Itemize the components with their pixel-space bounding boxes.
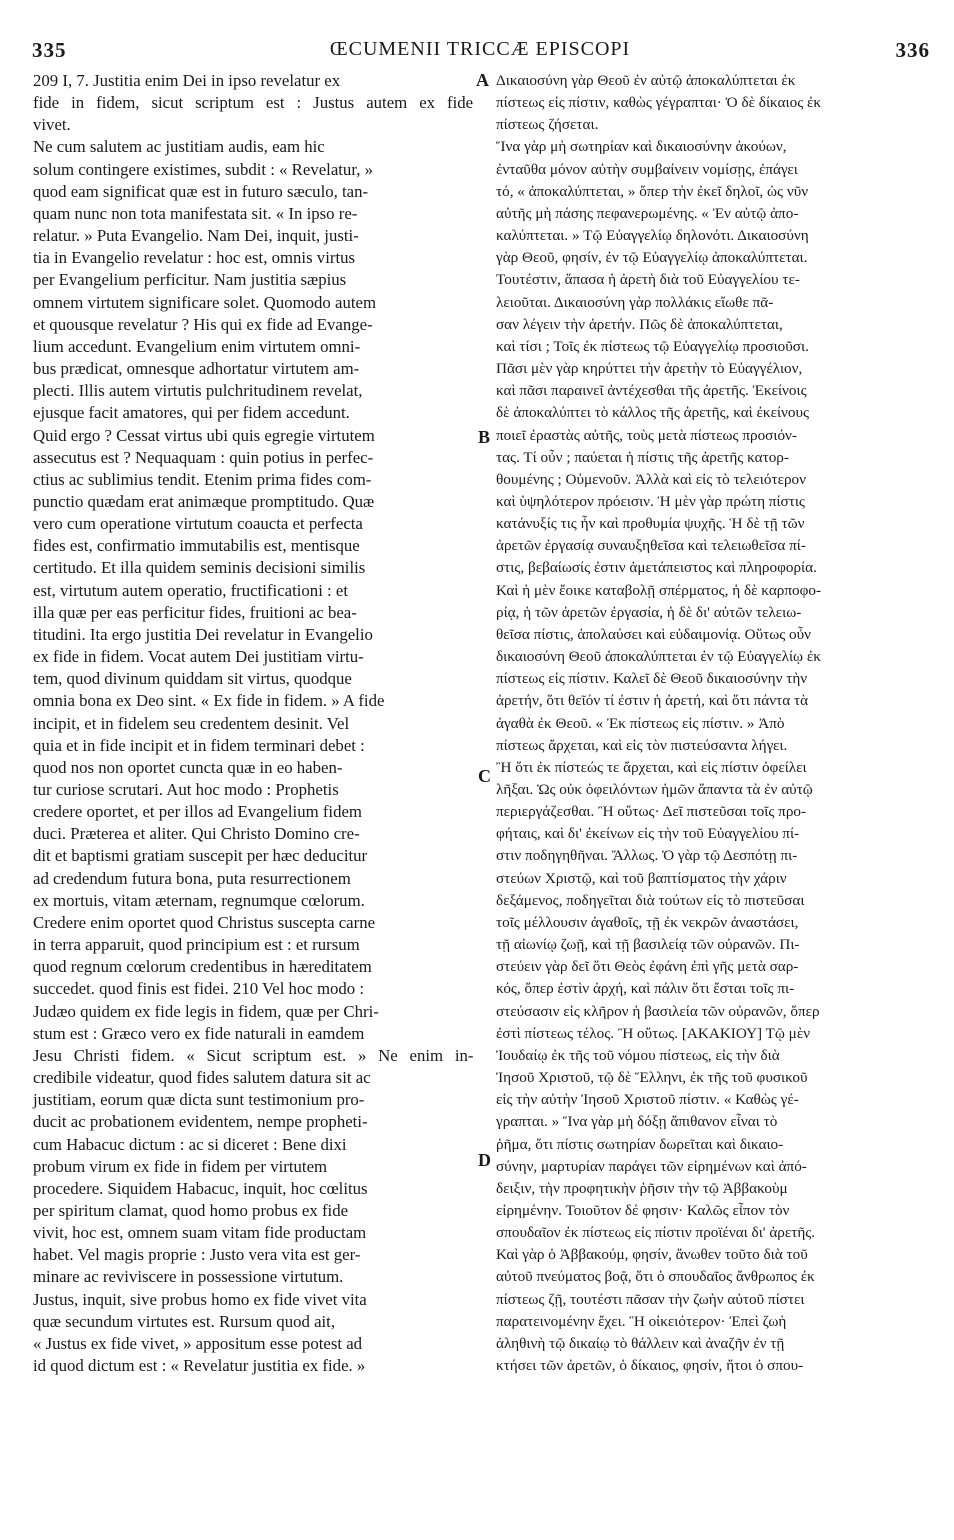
latin-text-line: credere oportet, et per illos ad Evangelium fidem [33, 802, 362, 822]
latin-text-line: titudini. Ita ergo justitia Dei revelatur in Evangelio [33, 624, 373, 644]
latin-text-line: Credere enim oportet quod Christus suscepta carne [33, 912, 376, 932]
greek-text-line: στεύσασιν εἰς κλῆρον ἡ βασιλεία τῶν οὐρανῶν, ὅπερ [496, 1002, 820, 1020]
greek-text-line: λῆξαι. Ὡς οὐκ ὀφειλόντων ἡμῶν ἅπαντα τὰ ἐν αὐτῷ [496, 781, 813, 798]
greek-text-line: πίστεως ζήσεται. [496, 116, 599, 134]
latin-text-line: Jesu Christi fidem. « Sicut scriptum est. » Ne enim in- [33, 1045, 474, 1065]
latin-text-line: plecti. Illis autem virtutis pulchritudinem revelat, [33, 381, 363, 401]
latin-text-line: id quod dictum est : « Revelatur justitia ex fide. » [33, 1356, 366, 1376]
latin-text-line: minare ac reviviscere in possessione virtutum. [33, 1267, 344, 1287]
latin-text-line: dit et baptismi gratiam suscepit per hæc deducitur [33, 846, 368, 866]
greek-text-line: δεξάμενος, ποδηγεῖται διὰ τούτων εἰς τὸ πιστεῦσαι [496, 891, 805, 909]
latin-text-line: Justus, inquit, sive probus homo ex fide vivet vita [33, 1289, 367, 1309]
greek-text-line: δικαιοσύνη Θεοῦ ἀποκαλύπτεται ἐν τῷ Εὐαγγελίῳ ἐκ [496, 648, 821, 666]
latin-column [33, 70, 473, 1377]
latin-text-line: certitudo. Et illa quidem seminis decisioni similis [33, 558, 366, 578]
page-header [30, 38, 930, 68]
greek-text-line: Καὶ γὰρ ὁ Ἀββακούμ, φησίν, ἄνωθεν τοῦτο διὰ τοῦ [496, 1246, 808, 1264]
greek-text-line: κτήσει τῶν ἀρετῶν, ὁ δίκαιος, φησίν, ἤτοι ὁ σπου- [496, 1357, 804, 1375]
latin-text-line: ejusque facit amatores, qui per fidem accedunt. [33, 403, 350, 423]
greek-text-line: Καὶ ἡ μὲν ἔοικε καταβολῇ σπέρματος, ἡ δὲ καρποφο- [496, 581, 822, 599]
greek-text-line: περιεργάζεσθαι. Ἢ οὕτως· Δεῖ πιστεῦσαι τοῖς προ- [496, 803, 807, 821]
latin-text-line: tia in Evangelio revelatur : hoc est, omnis virtus [33, 248, 356, 268]
latin-text-line: tur curiose scrutari. Aut hoc modo : Prophetis [33, 780, 339, 799]
greek-text-line: ἐστὶ πίστεως τέλος. Ἢ οὕτως. [ΑΚΑΚΙΟΥ] Τῷ μὲν [496, 1024, 811, 1042]
latin-text-line: punctio quædam erat animæque promptitudo. Quæ [33, 491, 375, 511]
latin-text-line: ex mortuis, vitam æternam, regnumque cœlorum. [33, 890, 365, 910]
greek-text-line: παρατεινομένην ἔχει. Ἢ οἰκειότερον· Ἐπεὶ ζωὴ [496, 1312, 787, 1330]
greek-text-line: φήταις, καὶ δι' ἐκείνων εἰς τὴν τοῦ Εὐαγγελίου πί- [496, 825, 800, 843]
greek-text-line: τοῖς μέλλουσιν ἀγαθοῖς, τῇ ἐκ νεκρῶν ἀναστάσει, [496, 913, 799, 931]
greek-column [496, 70, 936, 1377]
greek-text-line: Ἰησοῦ Χριστοῦ, τῷ δὲ Ἕλληνι, ἐκ τῆς τοῦ φυσικοῦ [496, 1069, 808, 1087]
greek-text-line: ἀρετήν, ὅτι θεῖόν τί ἐστιν ἡ ἀρετή, καὶ ὅτι πάντα τὰ [496, 692, 809, 710]
latin-text-line: Judæo quidem ex fide legis in fidem, quæ per Chri- [33, 1001, 379, 1021]
greek-text-line: κός, ὅπερ ἐστὶν ἀρχή, καὶ πάλιν ὅτι ἔσται τοῖς πι- [496, 980, 795, 998]
greek-text-line: δειξιν, τὴν προφητικὴν ῥῆσιν τὴν τῷ Ἀββακοὺμ [496, 1179, 788, 1197]
latin-text-line: relatur. » Puta Evangelio. Nam Dei, inquit, justi- [33, 226, 359, 246]
greek-text-line: αὐτῆς μὴ πάσης πεφανερωμένης. « Ἐν αὐτῷ ἀπο- [496, 204, 799, 222]
greek-text-line: καὶ τίσι ; Τοῖς ἐκ πίστεως τῷ Εὐαγγελίῳ προσιοῦσι. [496, 337, 809, 355]
latin-text-line: lium accedunt. Evangelium enim virtutem omni- [33, 336, 361, 356]
greek-text-line: στεύων Χριστῷ, καὶ τοῦ βαπτίσματος τὴν χάριν [496, 869, 787, 887]
latin-text-line: illa quæ per eas perficitur fides, fruitioni ac bea- [33, 602, 357, 622]
greek-text-line: τό, « ἀποκαλύπτεται, » ὅπερ τὴν ἐκεῖ δηλοῖ, ὡς νῦν [496, 182, 809, 200]
latin-text-line: habet. Vel magis proprie : Justo vera vita est ger- [33, 1245, 361, 1265]
greek-text-line: θουμένης ; Οὐμενοῦν. Ἀλλὰ καὶ εἰς τὸ τελειότερον [496, 470, 806, 488]
greek-text-line: ποιεῖ ἐραστὰς αὐτῆς, τοὺς μετὰ πίστεως προσιόν- [496, 426, 797, 444]
greek-text-line: στιν ποδηγηθῆναι. Ἄλλως. Ὁ γὰρ τῷ Δεσπότῃ πι- [496, 847, 798, 865]
greek-text-line: καὶ ὑψηλότερον πρόεισιν. Ἡ μὲν γὰρ πρώτη πίστις [496, 492, 805, 510]
latin-text-line: vivet. [33, 115, 71, 135]
greek-text-line: τας. Τί οὖν ; παύεται ἡ πίστις τῆς ἀρετῆς κατορ- [496, 448, 789, 466]
latin-text-line: duci. Præterea et aliter. Qui Christo Domino cre- [33, 824, 360, 844]
latin-text-line: succedet. quod finis est fidei. 210 Vel hoc modo : [33, 979, 365, 999]
latin-text-line: in terra apparuit, quod principium est : et rursum [33, 935, 360, 955]
greek-text-line: δὲ ἀποκαλύπτει τὸ κάλλος τῆς ἀρετῆς, καὶ ἐκείνους [496, 404, 810, 422]
latin-text-line: Quid ergo ? Cessat virtus ubi quis egregie virtutem [33, 425, 375, 445]
greek-text-line: σαν λέγειν τὴν ἀρετήν. Πῶς δὲ ἀποκαλύπτεται, [496, 315, 783, 333]
greek-text-line: ἀγαθὰ ἐκ Θεοῦ. « Ἐκ πίστεως εἰς πίστιν. » Ἀπὸ [496, 714, 785, 732]
latin-text-line: vero cum operatione virtutum coaucta et perfecta [33, 514, 363, 534]
greek-text-line: ἐνταῦθα μόνον αὐτὴν συμβαίνειν νομίσῃς, ἐπάγει [496, 160, 798, 178]
latin-text-line: 209 I, 7. Justitia enim Dei in ipso revelatur ex [33, 71, 341, 90]
latin-text-line: et quousque revelatur ? His qui ex fide ad Evange- [33, 314, 373, 334]
latin-text-line: probum virum ex fide in fidem per virtutem [33, 1156, 328, 1176]
latin-text-line: ad credendum futura bona, puta resurrectionem [33, 868, 351, 888]
latin-text-line: quia et in fide incipit et in fidem terminari debet : [33, 735, 365, 755]
running-title: ŒCUMENII TRICCÆ EPISCOPI [329, 38, 631, 60]
greek-text-line: πίστεως ἄρχεται, καὶ εἰς τὸν πιστεύσαντα λήγει. [496, 736, 788, 754]
greek-text-line: εἰρημένην. Τοιοῦτον δέ φησιν· Καλῶς εἶπον τὸν [496, 1201, 790, 1219]
latin-text-line: per spiritum clamat, quod homo probus ex fide [33, 1200, 349, 1220]
section-marker-d: D [478, 1150, 491, 1170]
latin-text-line: stum est : Græco vero ex fide naturali in eamdem [33, 1023, 365, 1043]
latin-text-line: quæ secundum virtutes est. Rursum quod ait, [33, 1311, 336, 1331]
greek-text-line: Ἢ ὅτι ἐκ πίστεώς τε ἄρχεται, καὶ εἰς πίστιν ὀφείλει [496, 758, 807, 776]
latin-text-line: quod nos non oportet cuncta quæ in eo haben- [33, 757, 343, 777]
section-marker-c: C [478, 766, 491, 786]
greek-text-line: στις, βεβαίωσίς ἐστιν ἀμετάπειστος καὶ πληροφορία. [496, 559, 817, 577]
greek-text-line: πίστεως ζῇ, τουτέστι πᾶσαν τὴν ζωὴν αὐτοῦ πίστει [496, 1290, 805, 1308]
latin-text-line: assecutus est ? Nequaquam : quin potius in perfec- [33, 447, 374, 467]
latin-text-line: bus prædicat, omnesque adhortatur virtutem am- [33, 359, 360, 379]
section-marker-b: B [478, 427, 491, 447]
latin-text-line: ex fide in fidem. Vocat autem Dei justitiam virtu- [33, 647, 364, 667]
latin-text-line: quod eam significat quæ est in futuro sæculo, tan- [33, 181, 369, 201]
greek-text-line: αὐτοῦ πνεύματος βοᾷ, ὅτι ὁ σπουδαῖος ἄνθρωπος ἐκ [496, 1268, 815, 1286]
latin-text-line: quod regnum cœlorum credentibus in hæreditatem [33, 957, 372, 977]
latin-text-line: cum Habacuc dictum : ac si diceret : Bene dixi [33, 1134, 347, 1154]
latin-text-line: « Justus ex fide vivet, » appositum esse potest ad [33, 1333, 363, 1353]
latin-text-line: Ne cum salutem ac justitiam audis, eam hic [33, 137, 325, 157]
latin-text-line: solum contingere existimes, subdit : « Revelatur, » [33, 159, 374, 179]
greek-text-line: Δικαιοσύνη γὰρ Θεοῦ ἐν αὐτῷ ἀποκαλύπτεται ἐκ [496, 72, 796, 89]
latin-text-line: quam nunc non tota manifestata sit. « In ipso re- [33, 203, 358, 223]
greek-text-line: ρίᾳ, ἡ τῶν ἀρετῶν ἐργασία, ἡ δὲ δι' αὐτῶν τελειω- [496, 603, 802, 621]
section-marker-a: A [476, 70, 489, 90]
latin-text-line: vivit, hoc est, omnem suam vitam fide productam [33, 1223, 367, 1243]
greek-text-line: πίστεως εἰς πίστιν. Καλεῖ δὲ Θεοῦ δικαιοσύνην τὴν [496, 670, 808, 688]
latin-text-line: fide in fidem, sicut scriptum est : Justus autem ex fide [33, 93, 474, 113]
latin-text-line: omnia bona ex Deo sint. « Ex fide in fidem. » A fide [33, 691, 385, 711]
greek-text-line: ἀληθινὴ τῷ δικαίῳ τὸ θάλλειν καὶ ἀναζῆν ἐν τῇ [496, 1334, 785, 1352]
greek-text-line: Ἵνα γὰρ μὴ σωτηρίαν καὶ δικαιοσύνην ἀκούων, [496, 138, 787, 156]
right-page-number: 336 [895, 38, 930, 62]
left-page-number: 335 [32, 38, 67, 62]
greek-text-line: καὶ πᾶσι παραινεῖ ἀντέχεσθαι τῆς ἀρετῆς. Ἐκείνοις [496, 382, 807, 400]
latin-text-line: incipit, et in fidelem seu credentem desinit. Vel [33, 713, 350, 733]
greek-text-line: σύνην, μαρτυρίαν παράγει τῶν εἰρημένων καὶ ἀπό- [496, 1157, 807, 1175]
greek-text-line: στεύειν γὰρ δεῖ ὅτι Θεὸς ἐφάνη ἐπὶ γῆς μετὰ σαρ- [496, 958, 799, 976]
greek-text-line: Ἰουδαίῳ ἐκ τῆς τοῦ νόμου πίστεως, εἰς τὴν διὰ [496, 1046, 780, 1064]
greek-text-line: καλύπτεται. » Τῷ Εὐαγγελίῳ δηλονότι. Δικαιοσύνη [496, 227, 809, 245]
greek-text-line: γραπται. » Ἵνα γὰρ μὴ δόξῃ ἄπιθανον εἶναι τὸ [496, 1113, 778, 1131]
latin-text-line: procedere. Siquidem Habacuc, inquit, hoc cœlitus [33, 1178, 368, 1198]
latin-text-line: per Evangelium perficitur. Nam justitia sæpius [33, 270, 347, 290]
greek-text-line: θεῖσα πίστις, ἀπολαύσει καὶ εὐδαιμονίᾳ. Οὕτως οὖν [496, 625, 811, 643]
latin-text-line: fides est, confirmatio immutabilis est, mentisque [33, 536, 360, 556]
greek-text-line: εἰς τὴν αὐτὴν Ἰησοῦ Χριστοῦ πίστιν. « Καθὼς γέ- [496, 1091, 799, 1109]
latin-text-line: credibile videatur, quod fides salutem datura sit ac [33, 1068, 371, 1088]
latin-text-line: tem, quod divinum quiddam sit virtus, quodque [33, 669, 352, 689]
latin-text-line: ctius ac sublimius tendit. Etenim prima fides com- [33, 469, 372, 489]
latin-text-line: justitiam, eorum quæ dicta sunt testimonium pro- [33, 1090, 365, 1110]
greek-text-line: πίστεως εἰς πίστιν, καθὼς γέγραπται· Ὁ δὲ δίκαιος ἐκ [496, 94, 822, 112]
greek-text-line: λειοῦται. Δικαιοσύνη γὰρ πολλάκις εἴωθε πᾶ- [496, 293, 774, 311]
latin-text-line: est, virtutum autem operatio, fructificationi : et [33, 580, 349, 600]
latin-text-line: omnem virtutem significare solet. Quomodo autem [33, 292, 377, 312]
greek-text-line: κατάνυξίς τις ἦν καὶ προθυμία ψυχῆς. Ἡ δὲ τῇ τῶν [496, 515, 805, 533]
greek-text-line: γὰρ Θεοῦ, φησίν, ἐν τῷ Εὐαγγελίῳ ἀποκαλύπτεται. [496, 249, 808, 267]
greek-text-line: τῇ αἰωνίῳ ζωῇ, καὶ τῇ βασιλείᾳ τῶν οὐρανῶν. Πι- [496, 936, 800, 954]
greek-text-line: Πᾶσι μὲν γὰρ κηρύττει τὴν ἀρετὴν τὸ Εὐαγγέλιον, [496, 360, 803, 378]
greek-text-line: Τουτέστιν, ἅπασα ἡ ἀρετὴ διὰ τοῦ Εὐαγγελίου τε- [496, 271, 800, 289]
greek-text-line: ῥῆμα, ὅτι πίστις σωτηρίαν δωρεῖται καὶ δικαιο- [496, 1135, 784, 1153]
latin-text-line: ducit ac probationem evidentem, nempe propheti- [33, 1112, 368, 1132]
greek-text-line: ἀρετῶν ἐργασίᾳ συναυξηθεῖσα καὶ τελειωθεῖσα πί- [496, 537, 806, 555]
greek-text-line: σπουδαῖον ἐκ πίστεως εἰς πίστιν προϊέναι δι' ἀρετῆς. [496, 1224, 816, 1242]
